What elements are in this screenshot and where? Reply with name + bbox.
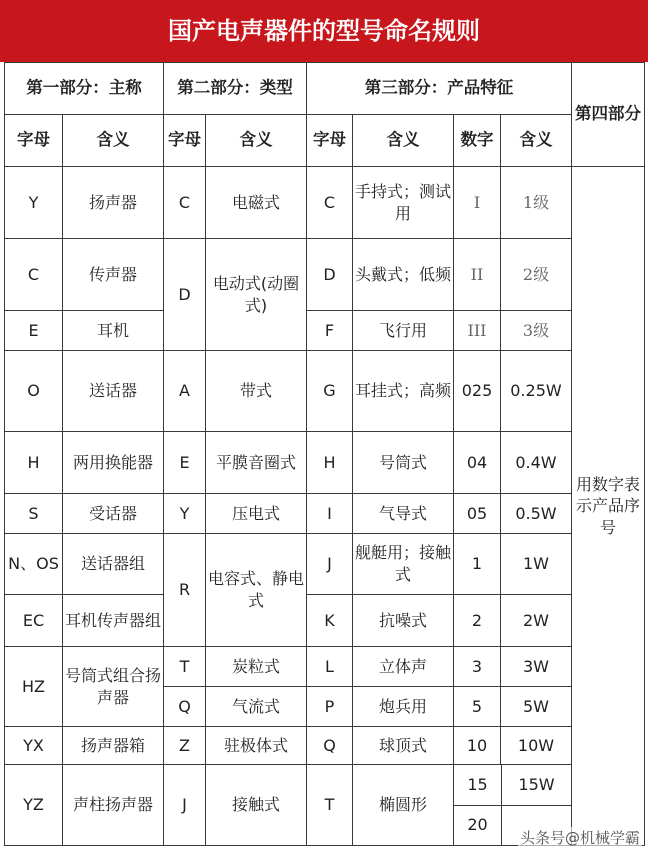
p1-meaning: 扬声器箱 (63, 727, 164, 765)
p2-meaning: 带式 (206, 351, 307, 432)
p3-number-meaning: 15W (518, 774, 555, 794)
p3-number: 15 (467, 774, 488, 794)
p2-letter: Y (164, 494, 206, 534)
p3-meaning: 炮兵用 (353, 687, 454, 727)
p1-meaning: 传声器 (63, 239, 164, 311)
p2-letter: Q (164, 687, 206, 727)
p2-letter: D (164, 239, 206, 351)
p2-letter: A (164, 351, 206, 432)
col-letter-2: 字母 (164, 115, 206, 167)
p1-letter: H (5, 432, 63, 494)
p3-letter: L (307, 647, 353, 687)
p3-number: III (454, 311, 501, 351)
p3-number-meaning: 5W (501, 687, 572, 727)
p1-letter: O (5, 351, 63, 432)
p3-number-meaning: 3W (501, 647, 572, 687)
p3-letter: H (307, 432, 353, 494)
col-meaning-4: 含义 (501, 115, 572, 167)
p3-meaning: 耳挂式；高频 (353, 351, 454, 432)
p3-meaning: 立体声 (353, 647, 454, 687)
p3-letter: J (307, 534, 353, 595)
part3-header: 第三部分：产品特征 (307, 63, 572, 115)
p3-number-meaning: 3级 (501, 311, 572, 351)
p1-letter: N、OS (5, 534, 63, 595)
p2-meaning: 平膜音圈式 (206, 432, 307, 494)
p3-letter: K (307, 595, 353, 647)
p3-meaning: 舰艇用；接触式 (353, 534, 454, 595)
p2-meaning: 压电式 (206, 494, 307, 534)
p1-meaning: 两用换能器 (63, 432, 164, 494)
p2-letter: R (164, 534, 206, 647)
p1-letter: S (5, 494, 63, 534)
p1-meaning: 耳机 (63, 311, 164, 351)
p1-letter: C (5, 239, 63, 311)
p2-meaning: 驻极体式 (206, 727, 307, 765)
col-meaning-3: 含义 (353, 115, 454, 167)
p1-meaning: 耳机传声器组 (63, 595, 164, 647)
col-letter-3: 字母 (307, 115, 353, 167)
table-title: 国产电声器件的型号命名规则 (0, 0, 648, 62)
p3-letter: Q (307, 727, 353, 765)
p1-meaning: 扬声器 (63, 167, 164, 239)
p3-number: I (454, 167, 501, 239)
p2-meaning: 电磁式 (206, 167, 307, 239)
p3-letter: T (307, 765, 353, 846)
p3-meaning: 球顶式 (353, 727, 454, 765)
p3-number: 20 (454, 805, 501, 846)
p3-letter: I (307, 494, 353, 534)
p2-meaning: 炭粒式 (206, 647, 307, 687)
col-meaning-2: 含义 (206, 115, 307, 167)
col-letter-1: 字母 (5, 115, 63, 167)
p3-meaning: 号筒式 (353, 432, 454, 494)
p3-meaning: 头戴式；低频 (353, 239, 454, 311)
p1-letter: YZ (5, 765, 63, 846)
p3-letter: D (307, 239, 353, 311)
p3-letter: G (307, 351, 353, 432)
p3-number-meaning: 2级 (501, 239, 572, 311)
p1-meaning: 受话器 (63, 494, 164, 534)
p1-meaning: 声柱扬声器 (63, 765, 164, 846)
p3-number-meaning: 0.4W (501, 432, 572, 494)
p1-letter: Y (5, 167, 63, 239)
p3-number: II (454, 239, 501, 311)
p3-number-meaning: 1级 (501, 167, 572, 239)
p3-number-meaning: 1W (501, 534, 572, 595)
p3-number: 10 (454, 727, 501, 765)
p2-letter: E (164, 432, 206, 494)
p1-letter: EC (5, 595, 63, 647)
p3-number: 04 (454, 432, 501, 494)
p1-letter: HZ (5, 647, 63, 727)
part1-header: 第一部分：主称 (5, 63, 164, 115)
p3-number: 025 (454, 351, 501, 432)
p3-meaning: 气导式 (353, 494, 454, 534)
p3-number: 5 (454, 687, 501, 727)
part4-header: 第四部分 (572, 63, 645, 167)
p3-number-meaning: 2W (501, 595, 572, 647)
p3-letter: F (307, 311, 353, 351)
part4-description: 用数字表示产品序号 (572, 167, 645, 846)
p3-number-meaning: 10W (501, 727, 572, 765)
col-number-3: 数字 (454, 115, 501, 167)
p3-letter: C (307, 167, 353, 239)
p2-letter: J (164, 765, 206, 846)
p3-meaning: 椭圆形 (353, 765, 454, 846)
naming-rules-table (4, 62, 645, 846)
p3-number: 2 (454, 595, 501, 647)
p3-number-meaning: 0.5W (501, 494, 572, 534)
p2-meaning: 接触式 (206, 765, 307, 846)
p2-meaning: 气流式 (206, 687, 307, 727)
p3-meaning: 手持式；测试用 (353, 167, 454, 239)
p3-number: 3 (454, 647, 501, 687)
part2-header: 第二部分：类型 (164, 63, 307, 115)
p2-letter: C (164, 167, 206, 239)
p3-number: 05 (454, 494, 501, 534)
p1-letter: E (5, 311, 63, 351)
p3-number-meaning: 0.25W (501, 351, 572, 432)
p3-letter: P (307, 687, 353, 727)
p2-letter: T (164, 647, 206, 687)
p1-letter: YX (5, 727, 63, 765)
watermark-text: 头条号@机械学霸 (519, 829, 640, 847)
col-meaning-1: 含义 (63, 115, 164, 167)
p2-meaning: 电动式(动圈式) (206, 239, 307, 351)
p3-number: 1 (454, 534, 501, 595)
p1-meaning: 送话器组 (63, 534, 164, 595)
p1-meaning: 号筒式组合扬声器 (63, 647, 164, 727)
p3-meaning: 飞行用 (353, 311, 454, 351)
p3-meaning: 抗噪式 (353, 595, 454, 647)
p2-meaning: 电容式、静电式 (206, 534, 307, 647)
p2-letter: Z (164, 727, 206, 765)
p1-meaning: 送话器 (63, 351, 164, 432)
